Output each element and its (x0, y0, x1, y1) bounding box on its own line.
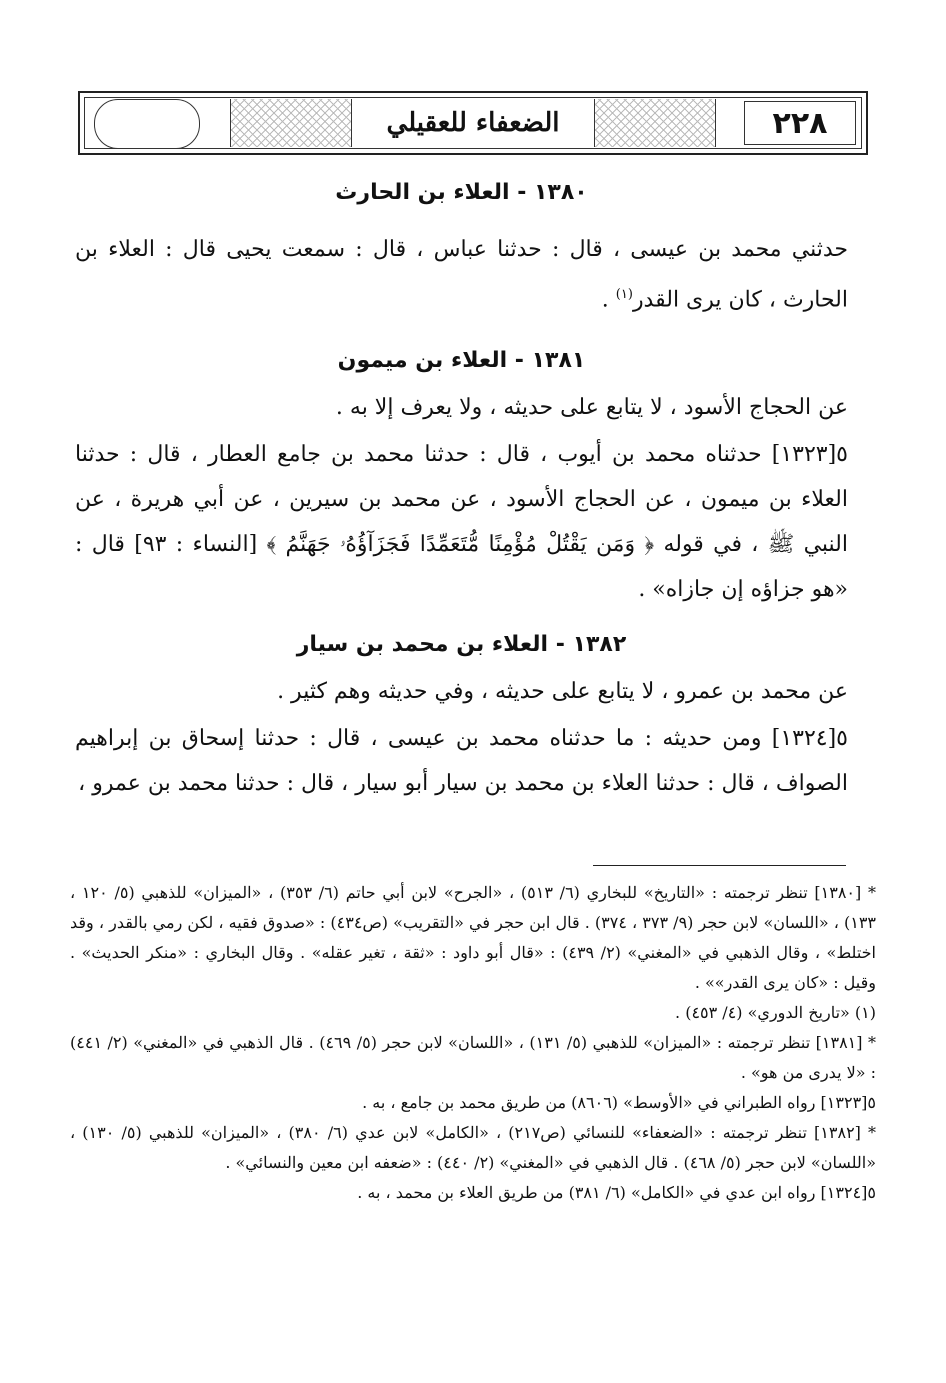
page-header (78, 91, 868, 155)
entry-heading-1381: ١٣٨١ - العلاء بن ميمون (337, 348, 586, 374)
footnote-1381: * [١٣٨١] تنظر ترجمته : «الميزان» للذهبي (٥/ ١٣١) ، «اللسان» لابن حجر (٥/ ٤٦٩) . قال الذهبي في «المغني» (٢/ ٤٤١) : «لا يدرى من هو» . (70, 1033, 876, 1082)
header-ornament-left (230, 99, 352, 147)
entry-heading-1380: ١٣٨٠ - العلاء بن الحارث (335, 180, 588, 205)
hadith-1323: ٥[١٣٢٣] حدثناه محمد بن أيوب ، قال : حدثنا محمد بن جامع العطار ، قال : حدثنا العلاء بن ميمون ، عن الحجاج الأسود ، عن محمد بن سيرين ، عن أبي هريرة ، عن النبي ﷺ ، في قوله ﴿ وَمَن يَقْتُلْ مُؤْمِنًا مُّتَعَمِّدًا فَجَزَآؤُهُۥ جَهَنَّمُ ﴾ [النساء : ٩٣] قال : «هو جزاؤه إن جازاه» . (75, 442, 849, 603)
entry-text-1382: عن محمد بن عمرو ، لا يتابع على حديثه ، وفي حديثه وهم كثير . (277, 679, 848, 705)
footnote-1380: * [١٣٨٠] تنظر ترجمته : «التاريخ» للبخاري (٦/ ٥١٣) ، «الجرح» لابن أبي حاتم (٦/ ٣٥٣) ، «الميزان» للذهبي (٥/ ١٢٠ ، ١٣٣) ، «اللسان» لابن حجر (٩/ ٣٧٣ ، ٣٧٤) . قال ابن حجر في «التقريب» (ص٤٣٤) : «صدوق فقيه ، لكن رمي بالقدر ، وقد اختلط» ، وقال الذهبي في «المغني» (٢/ ٤٣٩) : «قال أبو داود : «ثقة ، تغير عقله» . وقال البخاري : «منكر الحديث» . وقيل : «كان يرى القدر»» . (70, 883, 877, 992)
header-ornament-right (594, 99, 716, 147)
footnote-1324: ٥[١٣٢٤] رواه ابن عدي في «الكامل» (٦/ ٣٨١) من طريق العلاء بن محمد ، به . (357, 1183, 876, 1202)
hadith-1324: ٥[١٣٢٤] ومن حديثه : ما حدثناه محمد بن عيسى ، قال : حدثنا إسحاق بن إبراهيم الصواف ، قال : حدثنا العلاء بن محمد بن سيار أبو سيار ، قال : حدثنا محمد بن عمرو ، (75, 726, 848, 797)
footnote-1: (١) «تاريخ الدوري» (٤/ ٤٥٣) . (675, 1003, 876, 1022)
footnotes (70, 878, 876, 1208)
footnote-1382: * [١٣٨٢] تنظر ترجمته : «الضعفاء» للنسائي (ص٢١٧) ، «الكامل» لابن عدي (٦/ ٣٨٠) ، «الميزان» للذهبي (٥/ ١٣٠) ، «اللسان» لابن حجر (٥/ ٤٦٨) . قال الذهبي في «المغني» (٢/ ٤٤٠) : «ضعفه ابن معين والنسائي» . (70, 1123, 877, 1172)
entry-heading-1382: ١٣٨٢ - العلاء بن محمد بن سيار (296, 632, 627, 658)
footnote-separator (593, 865, 846, 866)
footnote-1323: ٥[١٣٢٣] رواه الطبراني في «الأوسط» (٨٦٠٦) من طريق محمد بن جامع ، به . (362, 1093, 876, 1112)
footnote-ref: (١) (615, 287, 633, 302)
page-number: ٢٢٨ (744, 101, 856, 145)
book-seal-logo (94, 99, 200, 149)
entry-text-1381: عن الحجاج الأسود ، لا يتابع على حديثه ، ولا يعرف إلا به . (335, 395, 848, 421)
running-title: الضعفاء للعقيلي (371, 108, 576, 138)
main-text (75, 170, 848, 806)
entry-text-1380: حدثني محمد بن عيسى ، قال : حدثنا عباس ، قال : سمعت يحيى قال : العلاء بن الحارث ، كان يرى القدر$^{(١)}$ . (75, 237, 848, 313)
